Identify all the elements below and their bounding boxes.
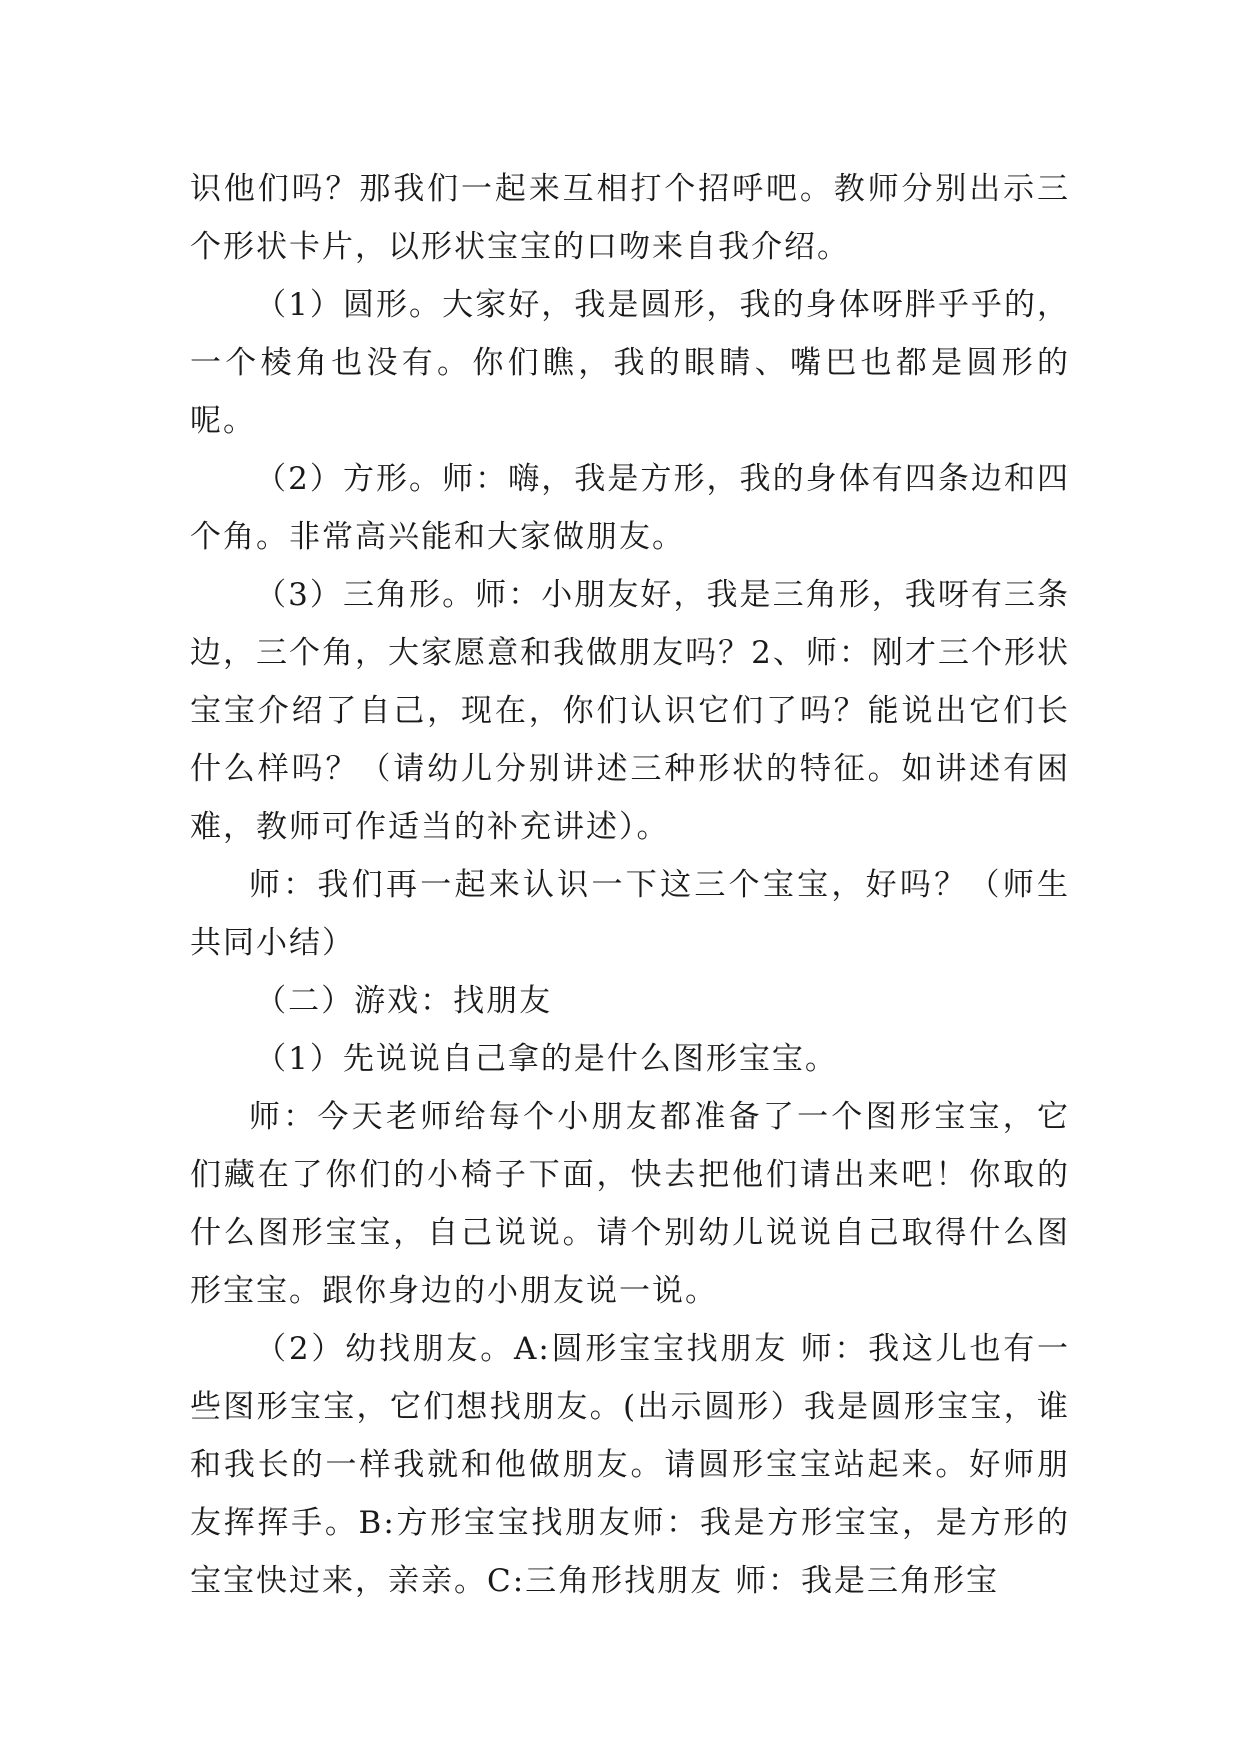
paragraph-teacher-prompt: 师：今天老师给每个小朋友都准备了一个图形宝宝，它们藏在了你们的小椅子下面，快去把他们请出来吧！你取的什么图形宝宝，自己说说。请个别幼儿说说自己取得什么图形宝宝。跟你身边的小朋友说一说。 bbox=[190, 1099, 1070, 1309]
paragraph-step-1: （1）先说说自己拿的是什么图形宝宝。 bbox=[255, 1041, 838, 1077]
document-body bbox=[190, 160, 1070, 1610]
paragraph-circle: （1）圆形。大家好，我是圆形，我的身体呀胖乎乎的，一个棱角也没有。你们瞧，我的眼睛、嘴巴也都是圆形的呢。 bbox=[190, 287, 1070, 439]
paragraph-intro-continued: 识他们吗？那我们一起来互相打个招呼吧。教师分别出示三个形状卡片，以形状宝宝的口吻来自我介绍。 bbox=[190, 171, 1070, 265]
section-heading-game: （二）游戏：找朋友 bbox=[255, 983, 553, 1019]
paragraph-step-2: （2）幼找朋友。A:圆形宝宝找朋友 师：我这儿也有一些图形宝宝，它们想找朋友。(出示圆形）我是圆形宝宝，谁和我长的一样我就和他做朋友。请圆形宝宝站起来。好师朋友挥挥手。B:方形宝宝找朋友师：我是方形宝宝，是方形的宝宝快过来，亲亲。C:三角形找朋友 师：我是三角形宝 bbox=[190, 1331, 1070, 1599]
paragraph-summary: 师：我们再一起来认识一下这三个宝宝，好吗？（师生共同小结） bbox=[190, 867, 1070, 961]
paragraph-square: （2）方形。师：嗨，我是方形，我的身体有四条边和四个角。非常高兴能和大家做朋友。 bbox=[190, 461, 1070, 555]
paragraph-triangle: （3）三角形。师：小朋友好，我是三角形，我呀有三条边，三个角，大家愿意和我做朋友吗？2、师：刚才三个形状宝宝介绍了自己，现在，你们认识它们了吗？能说出它们长什么样吗？（请幼儿分别讲述三种形状的特征。如讲述有困难，教师可作适当的补充讲述）。 bbox=[190, 577, 1070, 845]
